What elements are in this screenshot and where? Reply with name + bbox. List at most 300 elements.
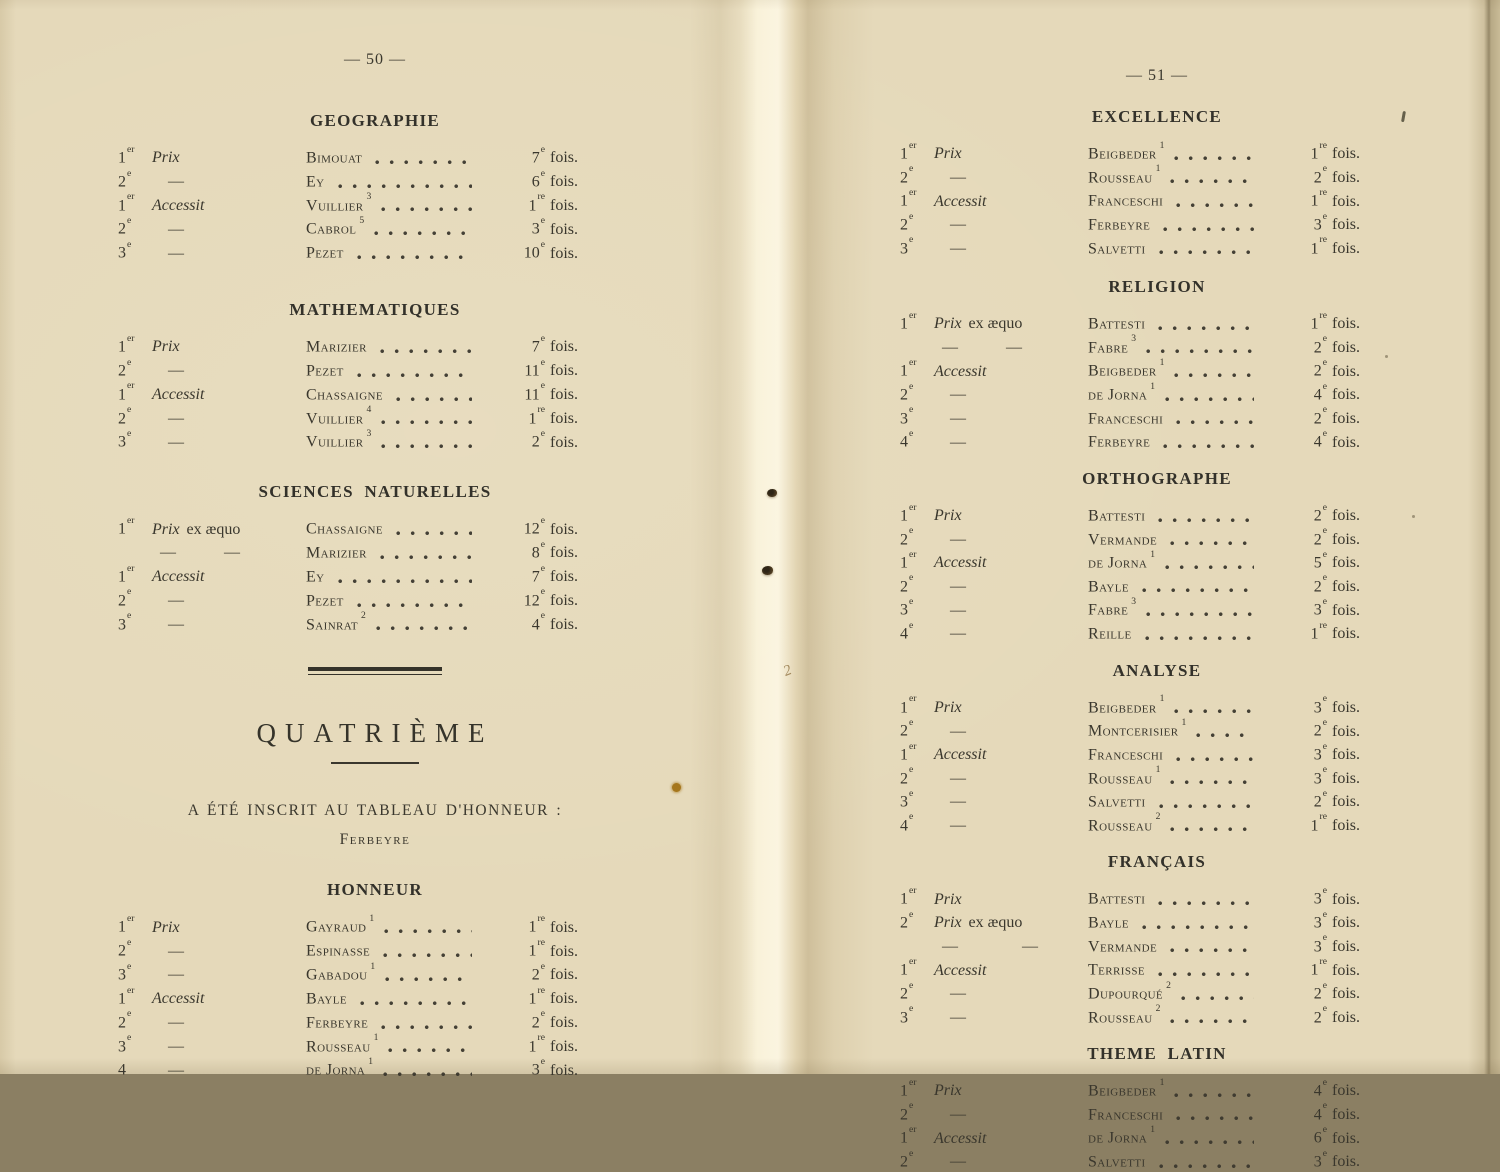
rank-award: — (168, 433, 184, 451)
subject-heading: RELIGION (1108, 277, 1206, 297)
rank-number: 2e (900, 1100, 914, 1124)
prize-row (898, 885, 1360, 909)
rank-number: 2e (900, 979, 914, 1003)
rank-number: 1er (900, 548, 917, 572)
rank-award: Prix (934, 890, 962, 908)
times-count: 2efois. (1313, 525, 1360, 548)
prize-row (898, 405, 1360, 429)
rank-award: Prix (934, 507, 962, 525)
student-name: Franceschi (1088, 746, 1164, 764)
rank-number: 3e (900, 404, 914, 427)
prize-row (116, 357, 578, 381)
subject-section (116, 879, 578, 1080)
rank-number: 1er (118, 380, 135, 404)
rank-number: 2e (900, 380, 914, 404)
section-divider-rule (308, 667, 442, 675)
student-name: Vermande (1088, 530, 1158, 548)
rank-award: Prix ex æquo (934, 315, 1023, 333)
dot-leader (355, 373, 472, 378)
dot-leader (381, 953, 472, 958)
rank-number: 2e (900, 764, 914, 787)
rank-award: — (950, 216, 966, 234)
rank-award: — (950, 601, 966, 619)
student-name: Terrisse (1088, 961, 1145, 979)
student-name: Salvetti (1088, 793, 1146, 811)
prize-rows (116, 515, 578, 634)
dot-leader (1174, 203, 1254, 208)
student-name: Gayraud$^1$ (306, 913, 375, 936)
student-name: Vuillier$^3$ (306, 428, 372, 451)
rank-number: 1er (118, 332, 135, 356)
prize-row (898, 717, 1360, 741)
rank-number: 1er (118, 191, 135, 214)
times-count: 7efois. (531, 143, 578, 167)
rank-number: 1er (900, 1124, 917, 1147)
rank-number: 1er (900, 885, 917, 908)
student-name: Salvetti (1088, 1153, 1146, 1171)
student-name: Sainrat$^2$ (306, 610, 366, 633)
times-count: 11efois. (524, 356, 578, 380)
ink-speck (1401, 111, 1405, 122)
rank-award: — (168, 1014, 184, 1032)
rank-number: 1er (900, 501, 917, 525)
rank-number (116, 539, 152, 563)
rank-award: Prix (152, 918, 180, 936)
inscription-text: A ÉTÉ INSCRIT AU TABLEAU D'HONNEUR : (187, 802, 563, 820)
student-name: Marizier (306, 338, 367, 356)
times-count: 2efois. (531, 1008, 578, 1032)
dot-leader (1156, 326, 1254, 331)
rank-number: 1er (900, 740, 917, 764)
class-title: QUATRIÈME (256, 718, 494, 749)
dot-leader (1168, 780, 1254, 785)
student-name: Bayle (1088, 578, 1129, 596)
prize-row (898, 909, 1360, 933)
rank-number: 3e (118, 610, 132, 633)
times-count: 1refois. (1310, 811, 1360, 835)
student-name: Ey (306, 173, 325, 191)
rank-award: — (168, 1037, 184, 1055)
student-name: de Jorna$^1$ (306, 1056, 374, 1079)
student-name: Battesti (1088, 315, 1146, 333)
subject-heading: HONNEUR (327, 880, 423, 900)
student-name: Pezet (306, 362, 344, 380)
times-count: 3efois. (1313, 210, 1360, 234)
rank-award: — (950, 985, 966, 1003)
prize-row (898, 357, 1360, 381)
rank-number: 4e (900, 811, 914, 835)
student-name: Rousseau$^2$ (1088, 1003, 1161, 1026)
prize-row (898, 310, 1360, 334)
paper-speck (1412, 515, 1415, 518)
rank-number: 2e (900, 716, 914, 740)
rank-award: — (950, 578, 966, 596)
subject-section (898, 660, 1360, 836)
dot-leader (1161, 227, 1254, 232)
rank-award: Accessit (152, 196, 205, 214)
rank-number: 4 (118, 1061, 126, 1079)
rank-award: Accessit (934, 554, 987, 572)
dot-leader (374, 626, 472, 631)
student-name: Ferbeyre (1088, 216, 1151, 234)
rank-award: — (168, 592, 184, 610)
dot-leader (1157, 804, 1254, 809)
times-count: 3efois. (1313, 932, 1360, 955)
student-name: de Jorna$^1$ (1088, 1124, 1156, 1147)
student-name: de Jorna$^1$ (1088, 380, 1156, 404)
rank-award: Accessit (152, 386, 205, 404)
paper-speck (1385, 355, 1388, 358)
student-name: Beigbeder$^1$ (1088, 1076, 1165, 1100)
subject-heading: ANALYSE (1112, 660, 1202, 680)
student-name: Cabrol$^5$ (306, 215, 365, 238)
rank-number: 2e (900, 1147, 914, 1171)
prize-row (898, 1124, 1360, 1148)
times-count: 2efois. (1313, 333, 1360, 357)
rank-award: Accessit (152, 990, 205, 1008)
times-count: 3efois. (1313, 764, 1360, 787)
dot-leader (1172, 156, 1254, 161)
student-name: Vuillier$^3$ (306, 191, 372, 214)
rank-number: 2e (900, 908, 914, 932)
rank-number: 3e (118, 960, 132, 984)
student-name: Espinasse (306, 942, 371, 960)
subject-heading: THEME LATIN (1087, 1044, 1227, 1064)
prize-row (116, 961, 578, 985)
dot-leader (1140, 925, 1254, 930)
rank-number: 4e (900, 619, 914, 643)
times-count: 2efois. (531, 960, 578, 984)
prize-rows (898, 140, 1360, 258)
rank-award: Accessit (934, 1129, 987, 1147)
dot-leader (1163, 397, 1254, 402)
student-name: Chassaigne (306, 386, 384, 404)
prize-row (116, 539, 578, 563)
rank-award: — (950, 1008, 966, 1026)
rank-award: — (168, 409, 184, 427)
rank-number: 2e (118, 1008, 132, 1032)
subject-heading: EXCELLENCE (1091, 107, 1223, 126)
dot-leader (379, 1025, 472, 1030)
prize-row (116, 428, 578, 452)
subject-section (898, 106, 1360, 258)
rank-number: 1er (900, 139, 917, 163)
rank-number: 2e (900, 163, 914, 186)
dot-leader (378, 349, 472, 354)
prize-row (898, 334, 1360, 358)
dot-leader (379, 207, 472, 212)
rank-number (898, 334, 934, 358)
page-number-left: — 50 — (344, 51, 406, 68)
rank-award: Accessit (934, 746, 987, 764)
times-count: 7efois. (531, 562, 578, 586)
times-count: 5efois. (1313, 548, 1360, 572)
rank-award: — (950, 1106, 966, 1124)
prize-row (898, 812, 1360, 836)
rank-number: 2e (118, 936, 132, 960)
prize-row (898, 549, 1360, 573)
dot-leader (1163, 1140, 1254, 1145)
student-name: Vuillier$^4$ (306, 404, 372, 427)
rank-award: — (950, 530, 966, 548)
honor-roll-inscription (144, 800, 606, 849)
rank-number: 1er (900, 955, 917, 979)
dot-leader (1157, 1164, 1254, 1169)
dot-leader (379, 420, 472, 425)
times-count: 2efois. (1313, 501, 1360, 525)
dot-leader (1157, 250, 1254, 255)
times-count: 2efois. (1313, 979, 1360, 1003)
rank-number: 1er (118, 143, 135, 167)
prize-row (898, 526, 1360, 550)
dot-leader (1168, 827, 1254, 832)
rank-number: 4e (900, 427, 914, 451)
times-count: 1refois. (528, 191, 578, 214)
times-count: 1refois. (528, 1032, 578, 1055)
prize-row (898, 1148, 1360, 1172)
times-count: 6efois. (531, 167, 578, 191)
rank-number: 2e (900, 572, 914, 596)
prize-row (898, 235, 1360, 259)
dot-leader (336, 184, 472, 189)
student-name: Montcerisier$^1$ (1088, 716, 1187, 740)
dot-leader (1168, 179, 1254, 184)
dot-leader (383, 977, 472, 982)
rank-award: — (950, 722, 966, 740)
prize-row (898, 573, 1360, 597)
student-name: Franceschi (1088, 409, 1164, 427)
dot-leader (1143, 636, 1254, 641)
times-count: 3efois. (1313, 693, 1360, 716)
student-name: Chassaigne (306, 520, 384, 538)
inscribed-student-name: Ferbeyre (339, 831, 411, 849)
rank-award: — (950, 769, 966, 787)
prize-row (898, 1101, 1360, 1125)
student-name: Vermande (1088, 937, 1158, 955)
prize-row (898, 140, 1360, 164)
rank-number: 2e (900, 525, 914, 548)
rank-number: 3e (118, 428, 132, 451)
rank-number: 1er (118, 514, 135, 538)
prize-rows (116, 913, 578, 1080)
times-count: 2efois. (1313, 716, 1360, 740)
prize-row (116, 985, 578, 1009)
dot-leader (379, 444, 472, 449)
prize-row (898, 741, 1360, 765)
student-name: Battesti (1088, 507, 1146, 525)
times-count: 3efois. (531, 215, 578, 238)
dot-leader (1172, 1093, 1254, 1098)
dot-leader (372, 231, 472, 236)
times-count: 2efois. (1313, 787, 1360, 811)
times-count: 4efois. (1313, 1076, 1360, 1100)
rank-award: Prix ex æquo (934, 914, 1023, 932)
rank-award: — (168, 942, 184, 960)
times-count: 2efois. (1313, 572, 1360, 596)
prize-rows (898, 1077, 1360, 1172)
times-count: 1refois. (1310, 139, 1360, 163)
prize-row (116, 215, 578, 239)
dot-leader (1156, 901, 1254, 906)
rank-number: 3e (900, 787, 914, 811)
prize-row (116, 1056, 578, 1080)
prize-row (898, 211, 1360, 235)
prize-rows (116, 144, 578, 263)
rank-award: Accessit (934, 362, 987, 380)
student-name: Beigbeder$^1$ (1088, 139, 1165, 163)
student-name: Reille (1088, 625, 1132, 643)
subject-section (116, 299, 578, 452)
student-name: Bimouat (306, 149, 363, 167)
rank-number: 3e (118, 239, 132, 262)
student-name: Franceschi (1088, 1106, 1164, 1124)
prize-row (116, 239, 578, 263)
rank-number: 1er (900, 186, 917, 210)
prize-row (898, 933, 1360, 957)
subject-heading: GEOGRAPHIE (309, 111, 441, 130)
rank-number: 2e (118, 586, 132, 610)
dot-leader (336, 579, 472, 584)
dot-leader (1144, 349, 1254, 354)
student-name: Fabre$^3$ (1088, 596, 1137, 619)
dot-leader (1172, 709, 1254, 714)
prize-row (116, 587, 578, 611)
times-count: 3efois. (1313, 596, 1360, 619)
prize-row (116, 168, 578, 192)
times-count: 7efois. (531, 332, 578, 356)
dot-leader (382, 929, 472, 934)
prize-row (898, 1077, 1360, 1101)
prize-row (898, 980, 1360, 1004)
rank-number: 2e (118, 215, 132, 238)
subject-heading: ORTHOGRAPHE (1082, 468, 1232, 488)
dot-leader (394, 397, 472, 402)
rank-award: — (168, 615, 184, 633)
rank-award: Accessit (934, 192, 987, 210)
rank-number (898, 933, 934, 957)
prize-row (116, 192, 578, 216)
student-name: Franceschi (1088, 192, 1164, 210)
times-count: 2efois. (1313, 1003, 1360, 1026)
student-name: Marizier (306, 544, 367, 562)
subject-section (116, 481, 578, 634)
prize-row (898, 164, 1360, 188)
times-count: 1refois. (528, 936, 578, 960)
times-count: 2efois. (1313, 163, 1360, 186)
student-name: Pezet (306, 592, 344, 610)
subject-heading: MATHEMATIQUES (289, 300, 461, 320)
rank-award: — (950, 625, 966, 643)
dot-leader (1140, 588, 1254, 593)
dot-leader (386, 1048, 472, 1053)
times-count: 4efois. (1313, 380, 1360, 404)
subject-heading: SCIENCES NATURELLES (258, 482, 492, 502)
rank-number: 1er (900, 693, 917, 716)
rank-award: Prix (934, 145, 962, 163)
rank-award: — (168, 244, 184, 262)
subject-section (116, 110, 578, 263)
page-51-content (898, 106, 1360, 1172)
rank-award: Prix (152, 149, 180, 167)
prize-row (898, 502, 1360, 526)
times-count: 12efois. (523, 586, 578, 610)
pencil-mark: 2 (781, 662, 795, 680)
prize-row (116, 1033, 578, 1057)
times-count: 1refois. (528, 913, 578, 936)
dot-leader (1174, 1116, 1254, 1121)
rank-number: 1er (900, 309, 917, 333)
dot-leader (1168, 1019, 1254, 1024)
dot-leader (1172, 373, 1254, 378)
rank-award: — — (160, 544, 240, 562)
rank-award: Accessit (152, 568, 205, 586)
prize-row (898, 1004, 1360, 1028)
prize-row (116, 515, 578, 539)
times-count: 4efois. (1313, 1100, 1360, 1124)
rank-award: — (950, 239, 966, 257)
subject-section (898, 1043, 1360, 1172)
times-count: 2efois. (1313, 357, 1360, 380)
rank-award: — (168, 362, 184, 380)
student-name: Ferbeyre (1088, 433, 1151, 451)
dot-leader (1174, 420, 1254, 425)
student-name: Ey (306, 568, 325, 586)
dot-leader (1168, 948, 1254, 953)
prize-rows (116, 333, 578, 452)
rank-award: — (168, 966, 184, 984)
rank-award: — — (942, 937, 1038, 955)
foxing-spot (672, 783, 681, 792)
times-count: 3efois. (1313, 908, 1360, 932)
dot-leader (358, 1001, 472, 1006)
rank-number: 2e (900, 210, 914, 234)
times-count: 3efois. (531, 1056, 578, 1079)
rank-award: Prix ex æquo (152, 520, 241, 538)
student-name: Bayle (1088, 914, 1129, 932)
rank-award: — (950, 433, 966, 451)
prize-row (898, 765, 1360, 789)
dot-leader (378, 555, 472, 560)
times-count: 3efois. (1313, 885, 1360, 908)
rank-number: 2e (118, 404, 132, 427)
page-50-content (116, 110, 578, 1080)
prize-row (116, 144, 578, 168)
student-name: Gabadou$^1$ (306, 960, 376, 984)
prize-row (898, 694, 1360, 718)
rank-number: 3e (900, 596, 914, 619)
rank-number: 2e (118, 167, 132, 191)
rank-number: 1er (118, 984, 135, 1008)
rank-number: 3e (900, 1003, 914, 1026)
prize-row (116, 611, 578, 635)
rank-number: 1er (118, 913, 135, 936)
prize-row (116, 405, 578, 429)
rank-number: 1er (900, 357, 917, 380)
dot-leader (381, 1072, 472, 1077)
rank-award: Accessit (934, 961, 987, 979)
prize-rows (898, 310, 1360, 452)
dot-leader (1144, 612, 1254, 617)
prize-row (898, 596, 1360, 620)
dot-leader (1194, 733, 1254, 738)
binding-stitch-hole (767, 489, 777, 497)
times-count: 8efois. (531, 538, 578, 562)
times-count: 2efois. (531, 428, 578, 451)
times-count: 1refois. (1310, 234, 1360, 257)
prize-row (116, 913, 578, 937)
rank-number: 1er (900, 1076, 917, 1100)
rank-award: — (168, 1061, 184, 1079)
